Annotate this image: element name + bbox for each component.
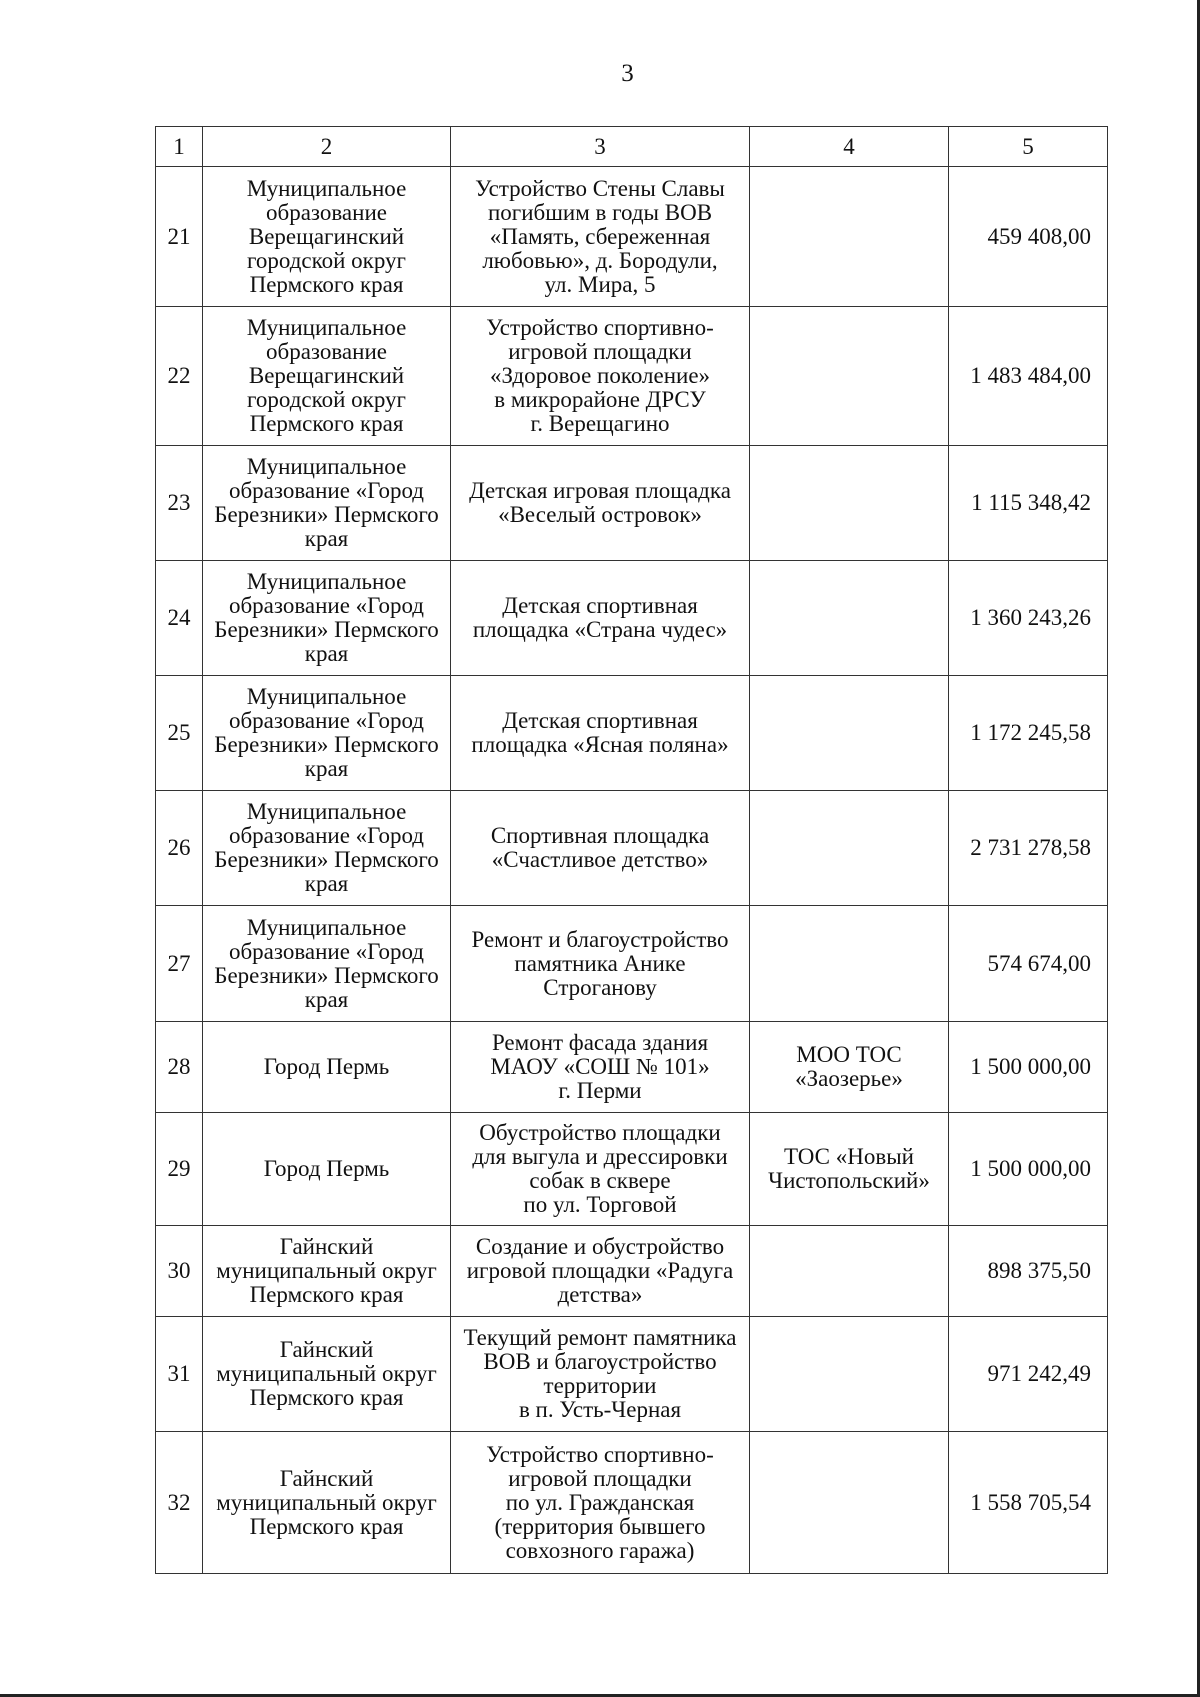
- table-row: [156, 1317, 1108, 1432]
- column-header: 4: [750, 127, 949, 167]
- column-header: 1: [156, 127, 203, 167]
- municipality-cell: Муниципальное образование «Город Березники» Пермского края: [203, 906, 451, 1022]
- tos-cell: [750, 676, 949, 791]
- row-number: 26: [156, 791, 203, 906]
- tos-cell: ТОС «Новый Чистопольский»: [750, 1113, 949, 1226]
- tos-cell: [750, 1432, 949, 1574]
- project-cell: Обустройство площадки для выгула и дрессировки собак в сквере по ул. Торговой: [451, 1113, 750, 1226]
- amount-cell: 1 360 243,26: [949, 561, 1108, 676]
- row-number: 32: [156, 1432, 203, 1574]
- table-row: [156, 791, 1108, 906]
- table-row: [156, 906, 1108, 1022]
- project-cell: Текущий ремонт памятника ВОВ и благоустройство территории в п. Усть-Черная: [451, 1317, 750, 1432]
- row-number: 29: [156, 1113, 203, 1226]
- project-cell: Устройство Стены Славы погибшим в годы ВОВ «Память, сбереженная любовью», д. Бородули, ул. Мира, 5: [451, 167, 750, 307]
- amount-cell: 1 172 245,58: [949, 676, 1108, 791]
- row-number: 28: [156, 1022, 203, 1113]
- municipality-cell: Город Пермь: [203, 1113, 451, 1226]
- project-cell: Спортивная площадка «Счастливое детство»: [451, 791, 750, 906]
- amount-cell: 1 558 705,54: [949, 1432, 1108, 1574]
- amount-cell: 1 500 000,00: [949, 1113, 1108, 1226]
- tos-cell: [750, 446, 949, 561]
- amount-cell: 574 674,00: [949, 906, 1108, 1022]
- tos-cell: [750, 791, 949, 906]
- column-header: 2: [203, 127, 451, 167]
- municipality-cell: Муниципальное образование Верещагинский городской округ Пермского края: [203, 167, 451, 307]
- row-number: 23: [156, 446, 203, 561]
- municipality-cell: Гайнский муниципальный округ Пермского края: [203, 1226, 451, 1317]
- project-cell: Устройство спортивно- игровой площадки «Здоровое поколение» в микрорайоне ДРСУ г. Верещагино: [451, 307, 750, 446]
- project-cell: Детская спортивная площадка «Страна чудес»: [451, 561, 750, 676]
- table-row: [156, 1432, 1108, 1574]
- row-number: 24: [156, 561, 203, 676]
- table-row: [156, 167, 1108, 307]
- column-header: 3: [451, 127, 750, 167]
- tos-cell: МОО ТОС «Заозерье»: [750, 1022, 949, 1113]
- project-cell: Ремонт фасада здания МАОУ «СОШ № 101» г. Перми: [451, 1022, 750, 1113]
- amount-cell: 2 731 278,58: [949, 791, 1108, 906]
- table-row: [156, 676, 1108, 791]
- tos-cell: [750, 561, 949, 676]
- row-number: 25: [156, 676, 203, 791]
- amount-cell: 898 375,50: [949, 1226, 1108, 1317]
- column-header: 5: [949, 127, 1108, 167]
- table-header-row: [156, 127, 1108, 167]
- municipality-cell: Город Пермь: [203, 1022, 451, 1113]
- project-cell: Детская спортивная площадка «Ясная поляна»: [451, 676, 750, 791]
- tos-cell: [750, 906, 949, 1022]
- table-row: [156, 307, 1108, 446]
- project-cell: Создание и обустройство игровой площадки «Радуга детства»: [451, 1226, 750, 1317]
- table-row: [156, 446, 1108, 561]
- municipality-cell: Муниципальное образование Верещагинский городской округ Пермского края: [203, 307, 451, 446]
- page-number: 3: [621, 60, 634, 87]
- project-cell: Детская игровая площадка «Веселый островок»: [451, 446, 750, 561]
- project-cell: Устройство спортивно- игровой площадки по ул. Гражданская (территория бывшего совхозного гаража): [451, 1432, 750, 1574]
- row-number: 22: [156, 307, 203, 446]
- municipality-cell: Муниципальное образование «Город Березники» Пермского края: [203, 561, 451, 676]
- municipality-cell: Муниципальное образование «Город Березники» Пермского края: [203, 676, 451, 791]
- table-row: [156, 1022, 1108, 1113]
- row-number: 30: [156, 1226, 203, 1317]
- row-number: 31: [156, 1317, 203, 1432]
- tos-cell: [750, 1317, 949, 1432]
- table-row: [156, 1113, 1108, 1226]
- amount-cell: 1 500 000,00: [949, 1022, 1108, 1113]
- amount-cell: 971 242,49: [949, 1317, 1108, 1432]
- table-row: [156, 1226, 1108, 1317]
- project-cell: Ремонт и благоустройство памятника Анике Строганову: [451, 906, 750, 1022]
- amount-cell: 459 408,00: [949, 167, 1108, 307]
- municipality-cell: Муниципальное образование «Город Березники» Пермского края: [203, 791, 451, 906]
- allocation-table: [155, 126, 1108, 1574]
- tos-cell: [750, 167, 949, 307]
- table-row: [156, 561, 1108, 676]
- tos-cell: [750, 307, 949, 446]
- tos-cell: [750, 1226, 949, 1317]
- municipality-cell: Гайнский муниципальный округ Пермского края: [203, 1432, 451, 1574]
- municipality-cell: Муниципальное образование «Город Березники» Пермского края: [203, 446, 451, 561]
- row-number: 27: [156, 906, 203, 1022]
- row-number: 21: [156, 167, 203, 307]
- amount-cell: 1 115 348,42: [949, 446, 1108, 561]
- municipality-cell: Гайнский муниципальный округ Пермского края: [203, 1317, 451, 1432]
- amount-cell: 1 483 484,00: [949, 307, 1108, 446]
